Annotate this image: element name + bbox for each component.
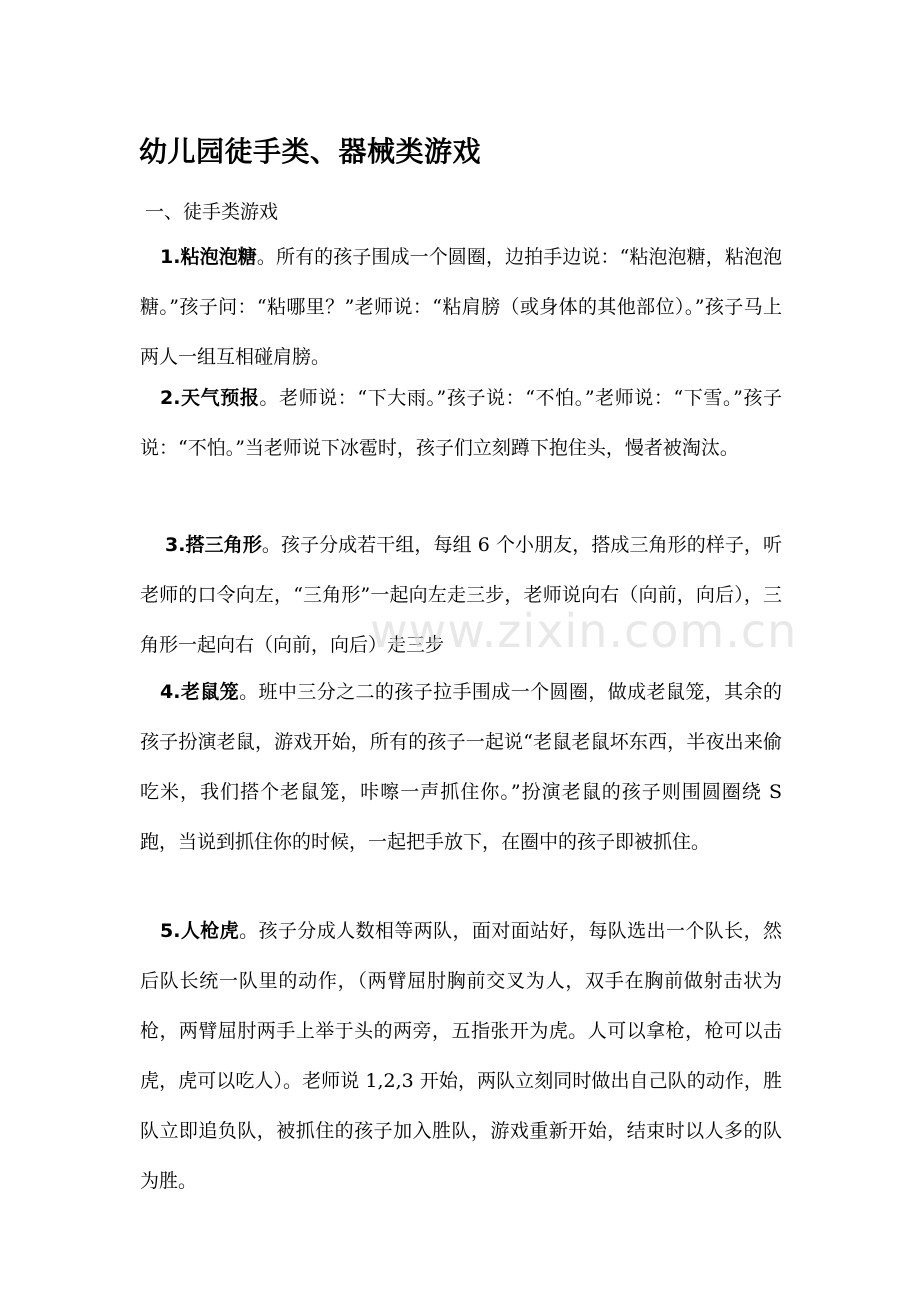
item-name: 老鼠笼 bbox=[180, 681, 240, 703]
item-number: 2. bbox=[160, 387, 181, 409]
item-description: 。孩子分成若干组，每组 6 个小朋友，搭成三角形的样子，听老师的口令向左，“三角形”一起向左走三步，老师说向右（向前，向后），三角形一起向右（向前，向后）走三步 bbox=[140, 534, 782, 656]
item-name: 搭三角形 bbox=[185, 534, 262, 556]
item-description: 。所有的孩子围成一个圆圈，边拍手边说：“粘泡泡糖，粘泡泡糖。”孩子问：“粘哪里？”老师说：“粘肩膀（或身体的其他部位）。”孩子马上两人一组互相碰肩膀。 bbox=[140, 246, 782, 368]
item-description: 。老师说：“下大雨。”孩子说：“不怕。”老师说：“下雪。”孩子说：“不怕。”当老师说下冰雹时，孩子们立刻蹲下抱住头，慢者被淘汰。 bbox=[140, 387, 782, 459]
game-item-5 bbox=[140, 906, 782, 1206]
item-name: 天气预报 bbox=[180, 387, 260, 409]
game-item-3 bbox=[140, 520, 782, 670]
section-heading: 一、徒手类游戏 bbox=[145, 201, 279, 223]
item-number: 3. bbox=[165, 534, 186, 556]
item-number: 4. bbox=[160, 681, 181, 703]
item-name: 人枪虎 bbox=[180, 920, 240, 942]
item-description: 。班中三分之二的孩子拉手围成一个圆圈，做成老鼠笼，其余的孩子扮演老鼠，游戏开始，所有的孩子一起说“老鼠老鼠坏东西，半夜出来偷吃米，我们搭个老鼠笼，咔嚓一声抓住你。”扮演老鼠的孩子则围圆圈绕 S 跑，当说到抓住你的时候，一起把手放下，在圈中的孩子即被抓住。 bbox=[140, 681, 782, 853]
item-name: 粘泡泡糖 bbox=[180, 246, 257, 268]
item-number: 1. bbox=[160, 246, 181, 268]
document-title: 幼儿园徒手类、器械类游戏 bbox=[139, 135, 482, 168]
game-item-4 bbox=[140, 667, 782, 867]
game-item-1 bbox=[140, 232, 782, 382]
watermark: www.zixin.com.cn bbox=[370, 604, 798, 658]
item-number: 5. bbox=[160, 920, 181, 942]
game-item-2 bbox=[140, 373, 782, 473]
item-description: 。孩子分成人数相等两队，面对面站好，每队选出一个队长，然后队长统一队里的动作，（两臂屈肘胸前交叉为人，双手在胸前做射击状为枪，两臂屈肘两手上举于头的两旁，五指张开为虎。人可以拿枪，枪可以击虎，虎可以吃人）。老师说 1,2,3 开始，两队立刻同时做出自己队的动作，胜队立即追负队，被抓住的孩子加入胜队，游戏重新开始，结束时以人多的队为胜。 bbox=[140, 920, 782, 1192]
